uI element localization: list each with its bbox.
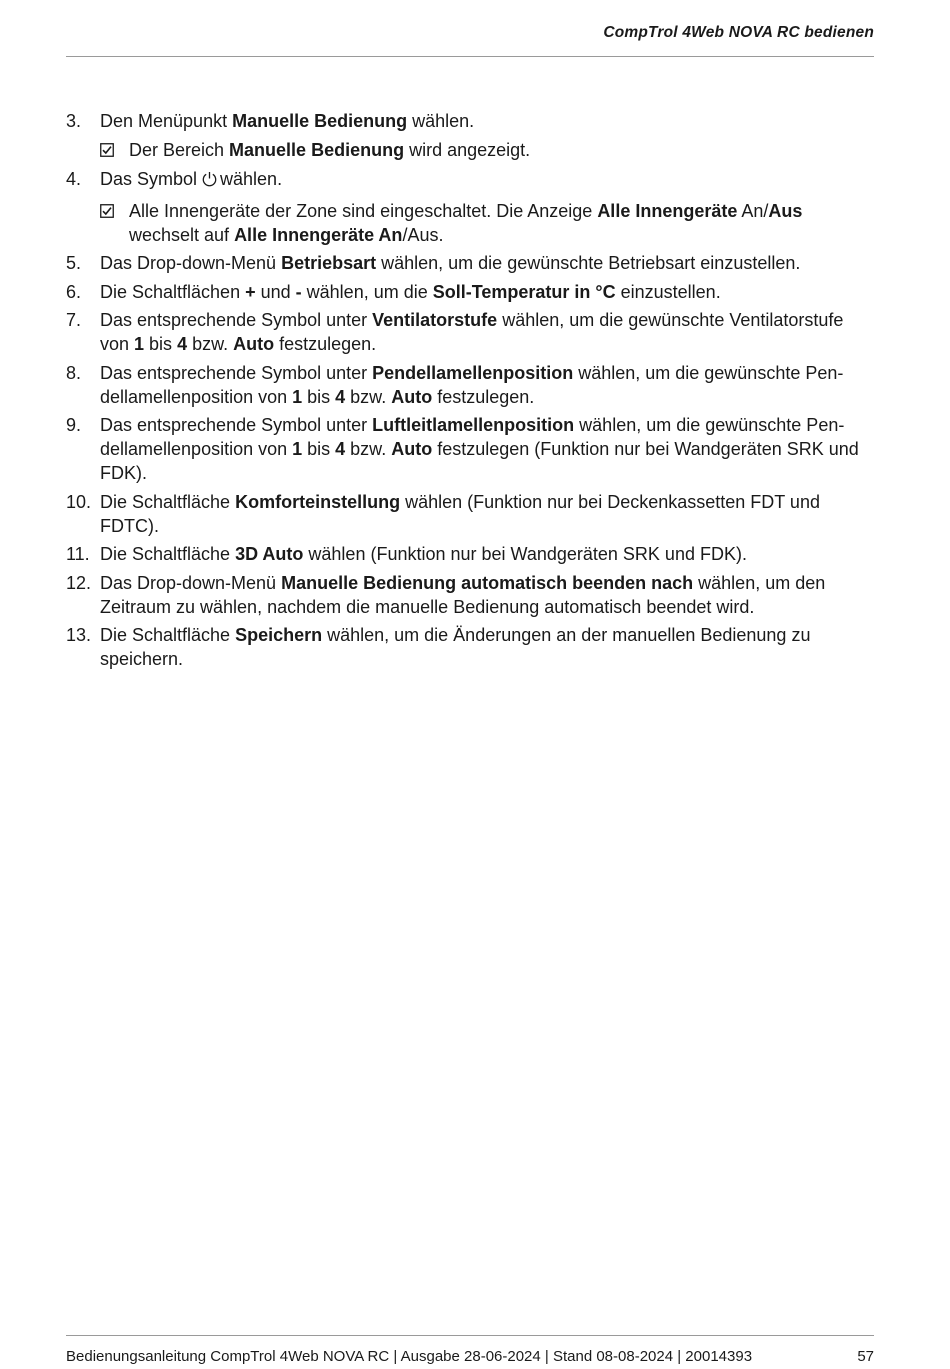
step-text-part: wählen, um die xyxy=(301,281,433,302)
step-text-bold: Ventilatorstufe xyxy=(372,310,498,330)
step-text xyxy=(100,542,874,566)
result-text-part: Alle Innengeräte der Zone sind eingeschaltet. Die Anzeige xyxy=(129,200,598,221)
step-text-part: bzw. xyxy=(345,386,392,407)
step-text-part: wählen, um den Zeitraum zu wählen, nachdem die manuelle Bedienung automatisch beendet wird. xyxy=(100,572,826,617)
step-text-bold: Pendellamellenposition xyxy=(372,362,574,383)
step-text-part: bzw. xyxy=(187,334,234,354)
step-text-bold: 3D Auto xyxy=(235,544,304,564)
footer-divider xyxy=(66,1335,874,1336)
step-text-part: wählen. xyxy=(220,169,283,189)
list-item xyxy=(66,490,874,538)
step-number: 3. xyxy=(66,111,82,131)
result-text-part: wechselt auf xyxy=(129,224,235,245)
list-item xyxy=(66,109,874,133)
step-text-part: Das Drop-down-Menü xyxy=(100,572,282,593)
list-item xyxy=(66,361,874,409)
step-text-part: Das entsprechende Symbol unter xyxy=(100,310,373,330)
step-text-bold: 4 xyxy=(335,439,346,459)
step-text-bold: Manuelle Bedienung automatisch beenden nach xyxy=(281,572,694,593)
step-text-part: Das Symbol xyxy=(100,169,198,189)
result-text-part: Der Bereich xyxy=(129,139,230,160)
step-text xyxy=(100,413,874,485)
step-number: 9. xyxy=(66,415,82,435)
step-text-bold: 4 xyxy=(335,386,346,407)
step-text-part: und xyxy=(255,281,296,302)
step-text-part: einzustellen. xyxy=(615,281,721,302)
list-item xyxy=(66,413,874,485)
step-text-part: wählen (Funktion nur bei Wandgeräten SRK und FDK). xyxy=(303,544,747,564)
step-number: 4. xyxy=(66,169,82,189)
step-text xyxy=(100,308,874,356)
step-text-bold: Soll-Temperatur in °C xyxy=(432,281,616,302)
result-text xyxy=(129,138,874,163)
result-text-bold: Aus xyxy=(768,200,803,221)
step-text-bold: + xyxy=(245,281,256,302)
step-text-part: Das entsprechende Symbol unter xyxy=(100,362,373,383)
step-number: 7. xyxy=(66,310,82,330)
step-text-part: festzulegen (Funktion nur bei Wandgeräten SRK und FDK). xyxy=(100,439,859,483)
step-text xyxy=(100,280,874,304)
step-number: 5. xyxy=(66,253,82,273)
list-item xyxy=(66,308,874,356)
step-number: 13. xyxy=(66,625,92,645)
step-number: 6. xyxy=(66,281,82,302)
list-item xyxy=(66,167,874,194)
list-item xyxy=(66,251,874,275)
step-text-part: festzulegen. xyxy=(432,386,535,407)
step-text xyxy=(100,361,874,409)
result-text-part: wird angezeigt. xyxy=(404,139,531,160)
step-text-bold: Auto xyxy=(391,439,433,459)
step-text-bold: Auto xyxy=(233,334,275,354)
result-text-bold: Alle Innengeräte An xyxy=(234,224,403,245)
step-text-part: Das entsprechende Symbol unter xyxy=(100,415,373,435)
power-icon xyxy=(201,170,218,194)
step-text xyxy=(100,167,874,194)
step-text-part: bis xyxy=(302,439,336,459)
step-number: 10. xyxy=(66,491,92,512)
step-text-part: Das Drop-down-Menü xyxy=(100,253,282,273)
result-text-bold: Alle Innengeräte xyxy=(597,200,738,221)
step-text-bold: Luftleitlamellenposition xyxy=(372,415,575,435)
step-text-part: bis xyxy=(302,386,336,407)
step-text xyxy=(100,109,874,133)
step-text-bold: - xyxy=(295,281,302,302)
step-text xyxy=(100,623,874,671)
step-text-part: wählen, um die gewünschte Ventilatorstufe von xyxy=(100,310,844,354)
step-text-part: Die Schaltfläche xyxy=(100,491,236,512)
step-text-part: Die Schaltfläche xyxy=(100,544,236,564)
step-text-part: Die Schaltflächen xyxy=(100,281,246,302)
footer-document-info: Bedienungsanleitung CompTrol 4Web NOVA RC | Ausgabe 28-06-2024 | Stand 08-08-2024 | 20014393 xyxy=(66,1348,753,1365)
list-item xyxy=(66,280,874,304)
list-item xyxy=(66,542,874,566)
checked-box-icon xyxy=(100,138,129,163)
result-text-bold: Manuelle Bedienung xyxy=(229,139,405,160)
result-item xyxy=(100,138,874,163)
step-text-bold: Auto xyxy=(391,386,433,407)
step-text-bold: 4 xyxy=(177,334,188,354)
result-text-part: /Aus. xyxy=(402,224,444,245)
step-text-bold: 1 xyxy=(134,334,145,354)
step-number: 11. xyxy=(66,544,90,564)
checked-box-icon xyxy=(100,199,129,247)
list-item xyxy=(66,571,874,619)
step-text-part: wählen, um die Änderungen an der manuellen Bedienung zu speichern. xyxy=(100,625,811,669)
header-divider xyxy=(66,56,874,57)
result-text-part: An/ xyxy=(737,200,769,221)
step-text-part: Die Schaltfläche xyxy=(100,625,236,645)
step-text-part: wählen. xyxy=(407,111,475,131)
instruction-list xyxy=(66,109,874,676)
list-item xyxy=(66,623,874,671)
step-text xyxy=(100,251,874,275)
step-text-bold: 1 xyxy=(292,439,303,459)
step-text xyxy=(100,571,874,619)
step-text-bold: Betriebsart xyxy=(281,253,377,273)
step-text-bold: Speichern xyxy=(235,625,323,645)
step-text-bold: Komforteinstellung xyxy=(235,491,401,512)
step-text-part: bzw. xyxy=(345,439,392,459)
result-item xyxy=(100,199,874,247)
step-text-part: wählen, um die gewünschte Pendellamellenposition von xyxy=(100,362,844,407)
step-number: 12. xyxy=(66,572,92,593)
step-text-part: wählen, um die gewünschte Betriebsart einzustellen. xyxy=(376,253,801,273)
step-text-bold: Manuelle Bedienung xyxy=(232,111,408,131)
result-text xyxy=(129,199,874,247)
step-text-part: Den Menüpunkt xyxy=(100,111,233,131)
page-number: 57 xyxy=(857,1348,874,1365)
step-text-part: bis xyxy=(144,334,178,354)
step-text-part: festzulegen. xyxy=(274,334,377,354)
running-header-title: CompTrol 4Web NOVA RC bedienen xyxy=(603,24,874,41)
step-text-bold: 1 xyxy=(292,386,303,407)
step-text-part: wählen (Funktion nur bei Deckenkassetten FDT und FDTC). xyxy=(100,491,820,536)
step-text-part: wählen, um die gewünschte Pendellamellenposition von xyxy=(100,415,845,459)
step-text xyxy=(100,490,874,538)
step-number: 8. xyxy=(66,362,82,383)
